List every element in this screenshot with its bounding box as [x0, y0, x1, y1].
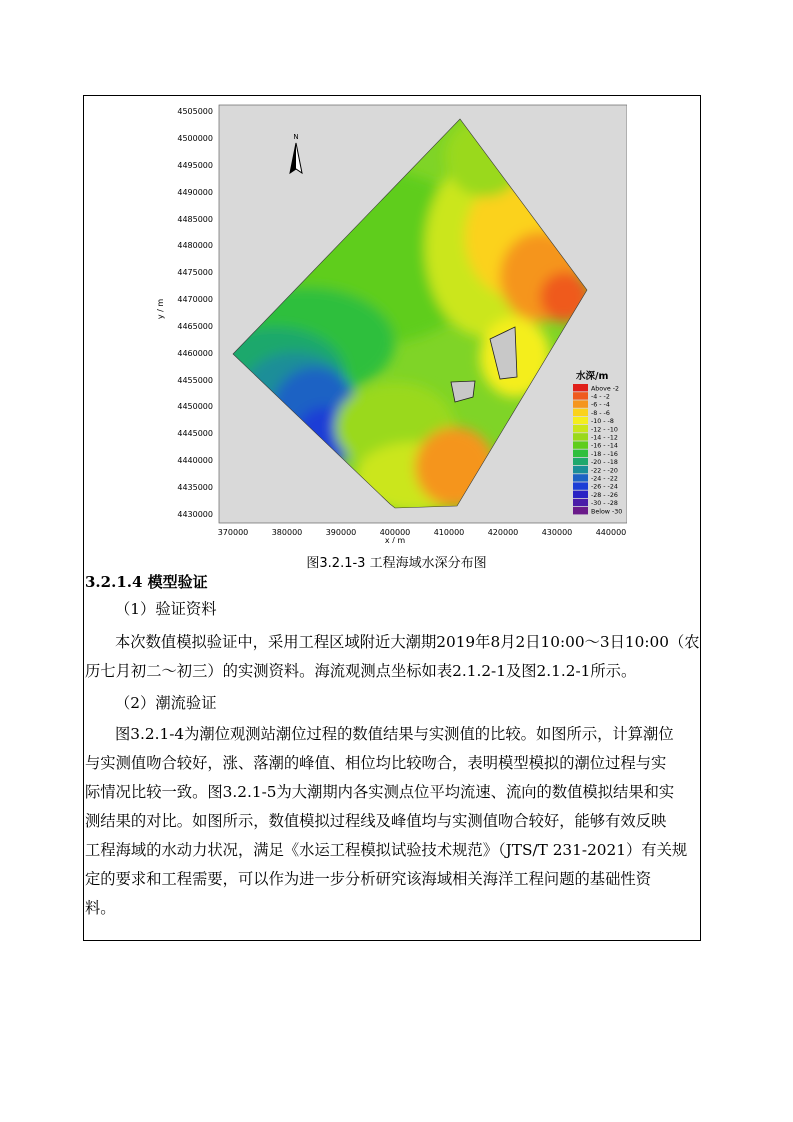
paragraph-line: 与实测值吻合较好，涨、落潮的峰值、相位均比较吻合，表明模型模拟的潮位过程与实: [85, 754, 667, 772]
legend-label: -6 - -4: [591, 401, 610, 409]
y-tick-label: 4440000: [177, 456, 213, 465]
legend: [570, 369, 627, 524]
x-tick-label: 430000: [541, 528, 573, 537]
legend-swatch: [573, 392, 588, 399]
y-tick-label: 4460000: [177, 349, 213, 358]
y-tick-label: 4485000: [177, 215, 213, 224]
y-tick-label: 4505000: [177, 107, 213, 116]
legend-label: -10 - -8: [591, 418, 614, 426]
subheading-tidal-validation: [85, 689, 699, 718]
legend-swatch: [573, 400, 588, 407]
y-tick-label: 4500000: [177, 134, 213, 143]
north-label: N: [293, 133, 299, 141]
legend-swatch: [573, 409, 588, 416]
subheading-text: （2）潮流验证: [115, 694, 217, 712]
legend-swatch: [573, 491, 588, 498]
paragraph-line: 图3.2.1-4为潮位观测站潮位过程的数值结果与实测值的比较。如图所示，计算潮位: [115, 725, 674, 743]
x-tick-label: 400000: [379, 528, 411, 537]
y-tick-label: 4470000: [177, 295, 213, 304]
x-axis-label: x / m: [384, 536, 406, 543]
x-tick-label: 370000: [217, 528, 249, 537]
y-tick-label: 4445000: [177, 429, 213, 438]
legend-swatch: [573, 499, 588, 506]
legend-swatch: [573, 466, 588, 473]
figure-caption: 图3.2.1-3 工程海域水深分布图: [306, 556, 487, 571]
legend-label: -20 - -18: [591, 459, 618, 467]
legend-label: -18 - -16: [591, 450, 618, 458]
section-heading: 3.2.1.4 模型验证: [85, 573, 208, 591]
y-tick-label: 4475000: [177, 268, 213, 277]
x-tick-label: 440000: [595, 528, 627, 537]
y-tick-label: 4435000: [177, 483, 213, 492]
y-tick-label: 4450000: [177, 402, 213, 411]
paragraph-tidal-validation: [85, 720, 699, 923]
y-axis-label: y / m: [156, 298, 165, 320]
x-tick-label: 380000: [271, 528, 303, 537]
paragraph-line: 料。: [85, 899, 116, 917]
legend-swatch: [573, 433, 588, 440]
y-tick-label: 4490000: [177, 188, 213, 197]
legend-swatch: [573, 384, 588, 391]
subheading-text: （1）验证资料: [115, 600, 217, 618]
x-tick-label: 420000: [487, 528, 519, 537]
y-tick-label: 4430000: [177, 510, 213, 519]
legend-label: -4 - -2: [591, 393, 610, 401]
legend-swatch: [573, 482, 588, 489]
legend-label: -16 - -14: [591, 442, 618, 450]
y-tick-label: 4480000: [177, 241, 213, 250]
legend-swatch: [573, 474, 588, 481]
legend-swatch: [573, 507, 588, 514]
legend-label: -30 - -28: [591, 500, 618, 508]
legend-label: -28 - -26: [591, 491, 618, 499]
legend-label: -26 - -24: [591, 483, 618, 491]
paragraph-line: 定的要求和工程需要，可以作为进一步分析研究该海域相关海洋工程问题的基础性资: [85, 870, 651, 888]
y-tick-label: 4465000: [177, 322, 213, 331]
legend-swatch: [573, 441, 588, 448]
x-tick-label: 410000: [433, 528, 465, 537]
legend-label: -22 - -20: [591, 467, 618, 475]
legend-label: -24 - -22: [591, 475, 618, 483]
legend-swatch: [573, 417, 588, 424]
paragraph-line: 本次数值模拟验证中，采用工程区域附近大潮期2019年8月2日10:00～3日10:00（农: [115, 633, 700, 651]
legend-title: 水深/m: [576, 371, 609, 382]
y-tick-label: 4495000: [177, 161, 213, 170]
legend-label: Above -2: [591, 385, 620, 393]
paragraph-validation-data: [85, 628, 699, 686]
paragraph-line: 际情况比较一致。图3.2.1-5为大潮期内各实测点位平均流速、流向的数值模拟结果和实: [85, 783, 675, 801]
paragraph-line: 历七月初二～初三）的实测资料。海流观测点坐标如表2.1.2-1及图2.1.2-1所示。: [85, 662, 637, 680]
paragraph-line: 工程海域的水动力状况，满足《水运工程模拟试验技术规范》（JTS/T 231-2021）有关规: [85, 841, 688, 859]
legend-label: Below -30: [591, 508, 623, 516]
x-tick-label: 390000: [325, 528, 357, 537]
bathymetry-map-figure: [155, 97, 627, 543]
legend-label: -14 - -12: [591, 434, 618, 442]
legend-swatch: [573, 425, 588, 432]
y-tick-label: 4455000: [177, 376, 213, 385]
legend-label: -12 - -10: [591, 426, 618, 434]
paragraph-line: 测结果的对比。如图所示，数值模拟过程线及峰值均与实测值吻合较好，能够有效反映: [85, 812, 667, 830]
subheading-validation-data: [85, 595, 699, 624]
legend-swatch: [573, 450, 588, 457]
legend-label: -8 - -6: [591, 409, 610, 417]
legend-swatch: [573, 458, 588, 465]
